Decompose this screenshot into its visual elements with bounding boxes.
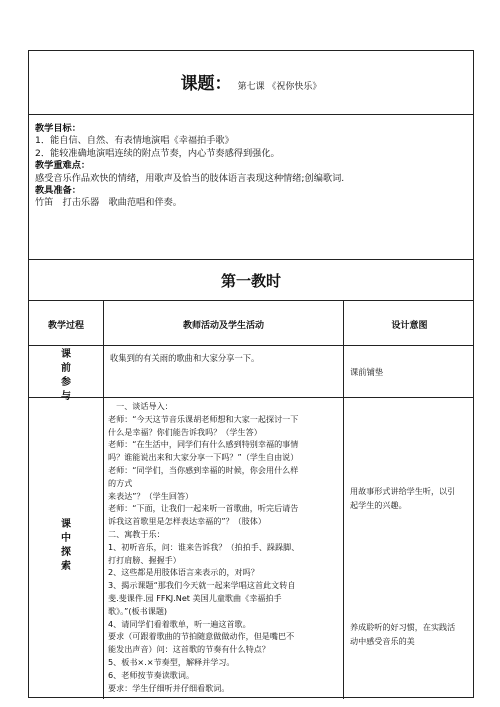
pre-class-activity-cell — [104, 346, 344, 397]
goals-label: 教学目标： — [35, 123, 81, 134]
in-class-activity-cell — [104, 398, 344, 699]
title-row — [29, 51, 473, 115]
goal-item: 2．能较准确地演唱连续的附点节奏，内心节奏感得到强化。 — [35, 147, 280, 159]
focus-label: 教学重难点： — [35, 160, 91, 172]
activity-line: 6、老师按节奏读歌词。 — [108, 669, 195, 680]
label-char: 参 — [61, 377, 71, 388]
label-char: 中 — [61, 533, 71, 544]
label-char: 索 — [61, 561, 71, 572]
intent-line: 起学生的兴趣。 — [350, 500, 407, 510]
label-char: 探 — [61, 547, 71, 558]
session-row — [29, 260, 473, 301]
activity-line: 要求（可跟着歌曲的节拍随意做做动作，但是嘴巴不 — [108, 631, 295, 642]
activity-line: 1、初听音乐，问：谁来告诉我？（拍拍手、跺跺脚、 — [108, 541, 300, 552]
pre-class-intent-cell — [344, 346, 475, 397]
info-section — [29, 115, 473, 260]
activity-line: 能发出声音）问：这首歌的节奏有什么特点？ — [108, 644, 270, 655]
title-label: 课题： — [180, 74, 232, 94]
header-intent: 设计意图 — [391, 321, 428, 331]
activity-line: 什么是幸福？你们能告诉我吗？（学生答） — [108, 426, 262, 437]
activity-line: 2、这些都是用肢体语言来表示的，对吗？ — [108, 567, 259, 578]
intent-line: 用故事形式讲给学生听，以引 — [350, 486, 456, 496]
label-char: 与 — [61, 391, 71, 402]
table-header-row — [29, 301, 473, 346]
goal-item: 1．能自信、自然、有表情地演唱《幸福拍手歌》 — [35, 135, 234, 147]
activity-line: 5、板书×.×节奏型，解释并学习。 — [108, 656, 235, 667]
activity-line: 诉我这首歌里是怎样表达幸福的”？（肢体） — [108, 516, 266, 527]
activity-line: 的方式 — [108, 477, 133, 488]
title-lesson-name: 第七课 《祝你快乐》 — [237, 82, 322, 92]
activity-line: 老师：“在生活中，同学们有什么感到特别幸福的事情 — [108, 439, 299, 450]
in-class-row — [29, 398, 473, 699]
activity-line: 斐.斐课件.园 FFKJ.Net 美国儿童歌曲《幸福拍手 — [108, 592, 282, 603]
activity-line: 老师：“同学们，当你感到幸福的时候，你会用什么样 — [108, 464, 299, 475]
activity-lines — [104, 398, 343, 694]
header-process: 教学过程 — [29, 301, 104, 345]
activity-line: 打打肩膀、握握手） — [108, 554, 181, 565]
in-class-intent-cell — [344, 398, 475, 699]
intent-line: 动中感受音乐的美 — [350, 636, 415, 646]
activity-line: 一、谈话导入： — [108, 401, 173, 411]
label-char: 前 — [61, 363, 71, 374]
prep-label: 教具准备： — [35, 185, 81, 197]
focus-text: 感受音乐作品欢快的情绪，用歌声及恰当的肢体语言表现这种情绪;创编歌词. — [35, 172, 345, 184]
intent-line: 养成聆听的好习惯，在实践活 — [350, 622, 456, 632]
activity-line: 二、寓教于乐： — [108, 528, 165, 539]
activity-line: 来表达”？（学生回答） — [108, 490, 194, 501]
activity-line: 3、揭示课题“那我们今天就一起来学唱这首此文转自 — [108, 580, 296, 591]
activity-line: 歌》。”(板书课题) — [108, 605, 168, 616]
activity-line: 老师：“下面，让我们一起来听一首歌曲，听完后请告 — [108, 503, 299, 514]
intent-story — [350, 484, 455, 512]
pre-class-activity: 收集到的有关雨的歌曲和大家分享一下。 — [110, 353, 260, 363]
label-char: 课 — [61, 519, 71, 530]
activity-line: 4、请同学们看着歌单，听一遍这首歌。 — [108, 618, 251, 629]
activity-line: 吗？谁能说出来和大家分享一下吗？”（学生自由说） — [108, 452, 299, 463]
pre-class-row — [29, 346, 473, 402]
activity-line: 老师：“今天这节音乐课胡老师想和大家一起探讨一下 — [108, 413, 299, 424]
lesson-plan-table — [28, 50, 474, 698]
header-activities: 教师活动及学生活动 — [104, 301, 344, 345]
intent-listening — [350, 620, 455, 648]
in-class-label — [29, 398, 104, 699]
session-title: 第一教时 — [220, 272, 281, 290]
prep-text: 竹笛 打击乐器 歌曲范唱和伴奏。 — [35, 197, 182, 209]
lesson-title — [29, 69, 473, 94]
label-char: 课 — [61, 349, 71, 360]
pre-class-intent: 课前铺垫 — [350, 367, 384, 377]
activity-line: 要求：学生仔细听并仔细看歌词。 — [108, 682, 230, 693]
pre-class-label — [29, 346, 104, 402]
